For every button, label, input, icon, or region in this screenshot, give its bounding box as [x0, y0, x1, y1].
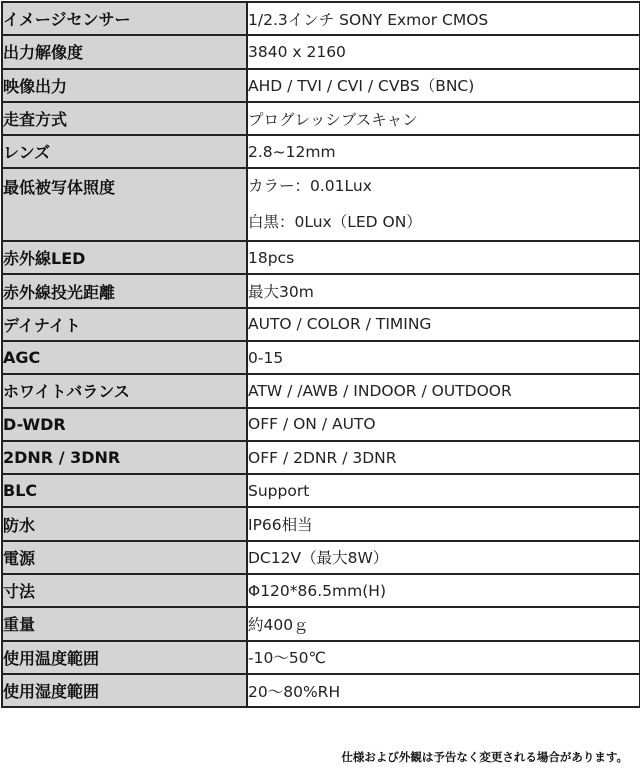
spec-row-dimensions	[2, 574, 640, 607]
spec-row-day-night	[2, 308, 640, 341]
spec-value: Support	[247, 474, 640, 507]
spec-value: DC12V（最大8W）	[247, 541, 640, 574]
spec-label: 赤外線投光距離	[2, 274, 247, 307]
spec-value	[247, 168, 640, 241]
spec-value: AUTO / COLOR / TIMING	[247, 308, 640, 341]
spec-label: AGC	[2, 341, 247, 374]
footnote: 仕様および外観は予告なく変更される場合があります。	[341, 750, 628, 764]
spec-label: デイナイト	[2, 308, 247, 341]
spec-row-agc	[2, 341, 640, 374]
spec-value: OFF / ON / AUTO	[247, 408, 640, 441]
spec-label: 映像出力	[2, 69, 247, 102]
spec-value-line: 白黒：0Lux（LED ON）	[248, 212, 422, 231]
spec-row-blc	[2, 474, 640, 507]
spec-value: IP66相当	[247, 507, 640, 540]
spec-row-min-illumination	[2, 168, 640, 241]
spec-label: D-WDR	[2, 408, 247, 441]
spec-row-ir-led	[2, 241, 640, 274]
spec-label: レンズ	[2, 135, 247, 168]
spec-value: -10～50℃	[247, 641, 640, 674]
spec-row-white-balance	[2, 374, 640, 407]
spec-value: 最大30m	[247, 274, 640, 307]
spec-label: 2DNR / 3DNR	[2, 441, 247, 474]
spec-value: 0-15	[247, 341, 640, 374]
spec-value: 18pcs	[247, 241, 640, 274]
spec-value-line: カラー：0.01Lux	[248, 177, 372, 196]
spec-table	[1, 1, 640, 708]
spec-row-power	[2, 541, 640, 574]
spec-value: 約400ｇ	[247, 607, 640, 640]
spec-row-weight	[2, 607, 640, 640]
spec-label: 赤外線LED	[2, 241, 247, 274]
spec-value: ATW / /AWB / INDOOR / OUTDOOR	[247, 374, 640, 407]
spec-label: ホワイトバランス	[2, 374, 247, 407]
spec-row-video-output	[2, 69, 640, 102]
spec-value: OFF / 2DNR / 3DNR	[247, 441, 640, 474]
spec-label: BLC	[2, 474, 247, 507]
spec-row-dwdr	[2, 408, 640, 441]
spec-label: イメージセンサー	[2, 2, 247, 35]
spec-row-operating-humidity	[2, 674, 640, 707]
spec-value: 1/2.3インチ SONY Exmor CMOS	[247, 2, 640, 35]
spec-row-dnr	[2, 441, 640, 474]
spec-value: プログレッシブスキャン	[247, 102, 640, 135]
spec-value: Φ120*86.5mm(H)	[247, 574, 640, 607]
spec-label: 電源	[2, 541, 247, 574]
spec-value: 20～80%RH	[247, 674, 640, 707]
spec-label: 使用温度範囲	[2, 641, 247, 674]
spec-row-operating-temperature	[2, 641, 640, 674]
spec-label: 最低被写体照度	[2, 168, 247, 241]
spec-label: 重量	[2, 607, 247, 640]
spec-row-lens	[2, 135, 640, 168]
spec-value: 2.8~12mm	[247, 135, 640, 168]
spec-row-image-sensor	[2, 2, 640, 35]
spec-row-resolution	[2, 35, 640, 68]
spec-value: AHD / TVI / CVI / CVBS（BNC)	[247, 69, 640, 102]
spec-label: 使用湿度範囲	[2, 674, 247, 707]
spec-label: 出力解像度	[2, 35, 247, 68]
spec-label: 寸法	[2, 574, 247, 607]
spec-row-ir-distance	[2, 274, 640, 307]
spec-label: 防水	[2, 507, 247, 540]
spec-label: 走査方式	[2, 102, 247, 135]
spec-row-waterproof	[2, 507, 640, 540]
spec-value: 3840 x 2160	[247, 35, 640, 68]
spec-row-scan-method	[2, 102, 640, 135]
